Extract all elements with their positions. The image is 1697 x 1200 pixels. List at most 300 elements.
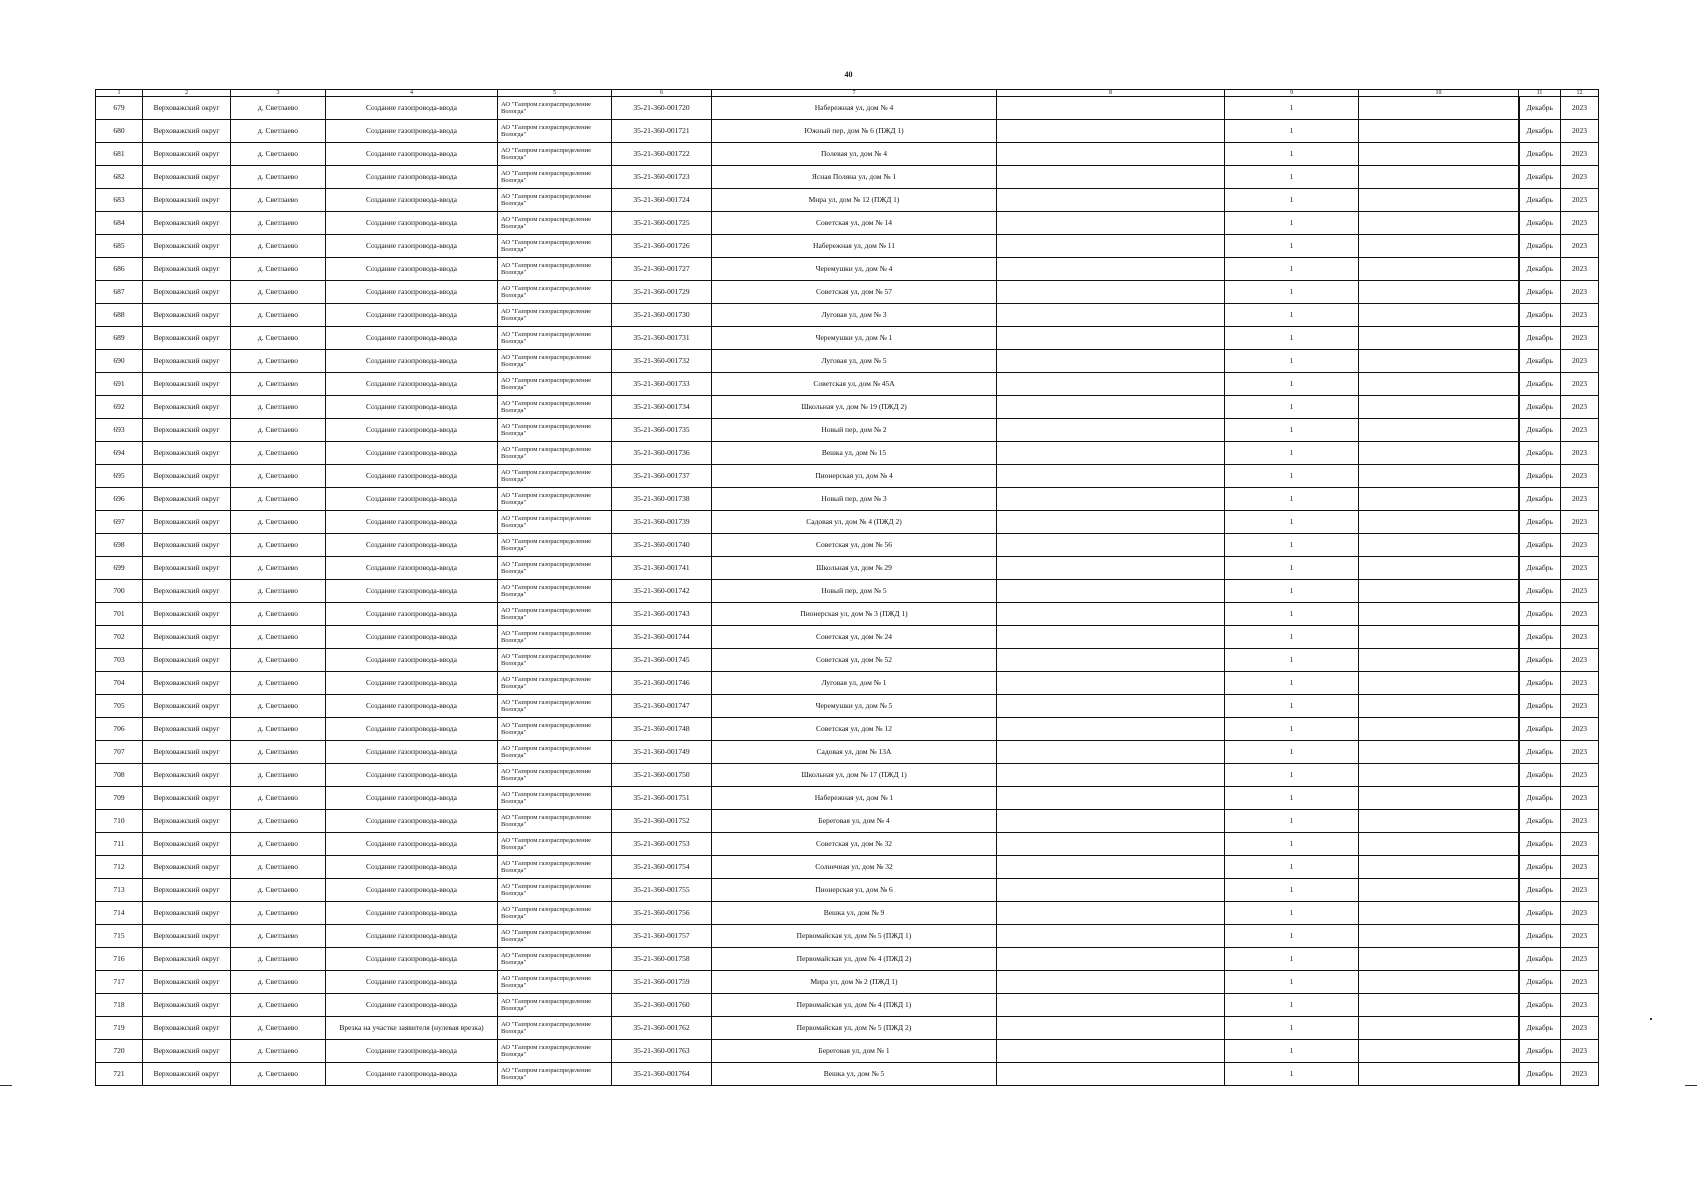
address-cell: Луговая ул, дом № 5 [712,350,997,373]
scan-dot [1650,1018,1652,1020]
district-cell: Верховажский округ [143,189,231,212]
work-cell: Создание газопровода-ввода [326,442,498,465]
district-cell: Верховажский округ [143,764,231,787]
table-row [96,120,1599,143]
col8-cell [997,534,1225,557]
quantity-cell: 1 [1225,764,1359,787]
month-cell: Декабрь [1519,649,1561,672]
year-cell: 2023 [1561,626,1599,649]
row-number: 712 [96,856,143,879]
table-row [96,97,1599,120]
code-cell: 35-21-360-001725 [612,212,712,235]
address-cell: Школьная ул, дом № 17 (ПЖД 1) [712,764,997,787]
col8-cell [997,718,1225,741]
col8-cell [997,626,1225,649]
col8-cell [997,281,1225,304]
district-cell: Верховажский округ [143,350,231,373]
col8-cell [997,419,1225,442]
district-cell: Верховажский округ [143,994,231,1017]
quantity-cell: 1 [1225,327,1359,350]
col10-cell [1359,258,1519,281]
col10-cell [1359,465,1519,488]
operator-cell: АО "Газпром газораспределение Вологда" [498,373,612,396]
col10-cell [1359,235,1519,258]
row-number: 690 [96,350,143,373]
year-cell: 2023 [1561,442,1599,465]
month-cell: Декабрь [1519,879,1561,902]
year-cell: 2023 [1561,350,1599,373]
place-cell: д. Светлаево [231,764,326,787]
district-cell: Верховажский округ [143,925,231,948]
month-cell: Декабрь [1519,833,1561,856]
table-row [96,166,1599,189]
row-number: 685 [96,235,143,258]
col10-cell [1359,442,1519,465]
month-cell: Декабрь [1519,948,1561,971]
operator-cell: АО "Газпром газораспределение Вологда" [498,557,612,580]
table-row [96,1063,1599,1086]
quantity-cell: 1 [1225,143,1359,166]
col8-cell [997,1017,1225,1040]
operator-cell: АО "Газпром газораспределение Вологда" [498,465,612,488]
quantity-cell: 1 [1225,833,1359,856]
work-cell: Создание газопровода-ввода [326,166,498,189]
month-cell: Декабрь [1519,603,1561,626]
year-cell: 2023 [1561,557,1599,580]
table-row [96,465,1599,488]
quantity-cell: 1 [1225,212,1359,235]
district-cell: Верховажский округ [143,442,231,465]
col10-cell [1359,1040,1519,1063]
work-cell: Создание газопровода-ввода [326,327,498,350]
place-cell: д. Светлаево [231,189,326,212]
col8-cell [997,1063,1225,1086]
district-cell: Верховажский округ [143,488,231,511]
month-cell: Декабрь [1519,120,1561,143]
col8-cell [997,695,1225,718]
table-row [96,971,1599,994]
work-cell: Создание газопровода-ввода [326,718,498,741]
quantity-cell: 1 [1225,235,1359,258]
column-number: 9 [1225,90,1359,97]
quantity-cell: 1 [1225,166,1359,189]
year-cell: 2023 [1561,718,1599,741]
page-number: 40 [844,70,853,79]
column-number: 6 [612,90,712,97]
code-cell: 35-21-360-001724 [612,189,712,212]
district-cell: Верховажский округ [143,580,231,603]
table-row [96,787,1599,810]
quantity-cell: 1 [1225,189,1359,212]
address-cell: Новый пер, дом № 3 [712,488,997,511]
code-cell: 35-21-360-001739 [612,511,712,534]
col8-cell [997,212,1225,235]
year-cell: 2023 [1561,97,1599,120]
table-row [96,327,1599,350]
operator-cell: АО "Газпром газораспределение Вологда" [498,649,612,672]
place-cell: д. Светлаево [231,465,326,488]
code-cell: 35-21-360-001752 [612,810,712,833]
month-cell: Декабрь [1519,281,1561,304]
row-number: 694 [96,442,143,465]
row-number: 705 [96,695,143,718]
row-number: 682 [96,166,143,189]
col10-cell [1359,994,1519,1017]
code-cell: 35-21-360-001735 [612,419,712,442]
quantity-cell: 1 [1225,787,1359,810]
month-cell: Декабрь [1519,626,1561,649]
table-row [96,212,1599,235]
address-cell: Пионерская ул, дом № 6 [712,879,997,902]
col10-cell [1359,856,1519,879]
col8-cell [997,511,1225,534]
operator-cell: АО "Газпром газораспределение Вологда" [498,856,612,879]
year-cell: 2023 [1561,764,1599,787]
row-number: 721 [96,1063,143,1086]
district-cell: Верховажский округ [143,304,231,327]
year-cell: 2023 [1561,304,1599,327]
code-cell: 35-21-360-001757 [612,925,712,948]
operator-cell: АО "Газпром газораспределение Вологда" [498,787,612,810]
district-cell: Верховажский округ [143,718,231,741]
work-cell: Создание газопровода-ввода [326,304,498,327]
col10-cell [1359,281,1519,304]
col10-cell [1359,971,1519,994]
row-number: 714 [96,902,143,925]
place-cell: д. Светлаево [231,557,326,580]
quantity-cell: 1 [1225,718,1359,741]
district-cell: Верховажский округ [143,235,231,258]
month-cell: Декабрь [1519,856,1561,879]
col10-cell [1359,511,1519,534]
col10-cell [1359,143,1519,166]
district-cell: Верховажский округ [143,948,231,971]
col10-cell [1359,120,1519,143]
work-cell: Создание газопровода-ввода [326,212,498,235]
column-number: 5 [498,90,612,97]
work-cell: Создание газопровода-ввода [326,258,498,281]
row-number: 698 [96,534,143,557]
month-cell: Декабрь [1519,971,1561,994]
col10-cell [1359,649,1519,672]
table-row [96,1040,1599,1063]
year-cell: 2023 [1561,258,1599,281]
month-cell: Декабрь [1519,373,1561,396]
row-number: 702 [96,626,143,649]
place-cell: д. Светлаево [231,1040,326,1063]
address-cell: Пионерская ул, дом № 3 (ПЖД 1) [712,603,997,626]
column-number: 10 [1359,90,1519,97]
district-cell: Верховажский округ [143,534,231,557]
code-cell: 35-21-360-001720 [612,97,712,120]
operator-cell: АО "Газпром газораспределение Вологда" [498,419,612,442]
address-cell: Набережная ул, дом № 11 [712,235,997,258]
year-cell: 2023 [1561,902,1599,925]
register-table [95,89,1599,1086]
place-cell: д. Светлаево [231,810,326,833]
quantity-cell: 1 [1225,534,1359,557]
address-cell: Советская ул, дом № 24 [712,626,997,649]
row-number: 713 [96,879,143,902]
table-row [96,695,1599,718]
place-cell: д. Светлаево [231,442,326,465]
table-row [96,833,1599,856]
col8-cell [997,442,1225,465]
operator-cell: АО "Газпром газораспределение Вологда" [498,327,612,350]
col8-cell [997,235,1225,258]
address-cell: Первомайская ул, дом № 4 (ПЖД 2) [712,948,997,971]
district-cell: Верховажский округ [143,511,231,534]
district-cell: Верховажский округ [143,672,231,695]
address-cell: Береговая ул, дом № 4 [712,810,997,833]
operator-cell: АО "Газпром газораспределение Вологда" [498,902,612,925]
year-cell: 2023 [1561,465,1599,488]
column-number: 3 [231,90,326,97]
place-cell: д. Светлаево [231,649,326,672]
table-row [96,534,1599,557]
table-row [96,396,1599,419]
quantity-cell: 1 [1225,948,1359,971]
address-cell: Береговая ул, дом № 1 [712,1040,997,1063]
col10-cell [1359,741,1519,764]
year-cell: 2023 [1561,649,1599,672]
place-cell: д. Светлаево [231,741,326,764]
col8-cell [997,948,1225,971]
col10-cell [1359,672,1519,695]
year-cell: 2023 [1561,373,1599,396]
operator-cell: АО "Газпром газораспределение Вологда" [498,258,612,281]
district-cell: Верховажский округ [143,327,231,350]
table-row [96,304,1599,327]
work-cell: Создание газопровода-ввода [326,1040,498,1063]
address-cell: Школьная ул, дом № 29 [712,557,997,580]
work-cell: Создание газопровода-ввода [326,810,498,833]
code-cell: 35-21-360-001723 [612,166,712,189]
col10-cell [1359,764,1519,787]
month-cell: Декабрь [1519,695,1561,718]
code-cell: 35-21-360-001751 [612,787,712,810]
quantity-cell: 1 [1225,258,1359,281]
col8-cell [997,649,1225,672]
table-row [96,649,1599,672]
address-cell: Луговая ул, дом № 1 [712,672,997,695]
address-cell: Первомайская ул, дом № 5 (ПЖД 2) [712,1017,997,1040]
table-row [96,281,1599,304]
quantity-cell: 1 [1225,649,1359,672]
district-cell: Верховажский округ [143,833,231,856]
row-number: 704 [96,672,143,695]
operator-cell: АО "Газпром газораспределение Вологда" [498,925,612,948]
code-cell: 35-21-360-001764 [612,1063,712,1086]
row-number: 696 [96,488,143,511]
col8-cell [997,580,1225,603]
address-cell: Набережная ул, дом № 4 [712,97,997,120]
year-cell: 2023 [1561,143,1599,166]
col10-cell [1359,603,1519,626]
column-number: 2 [143,90,231,97]
col8-cell [997,166,1225,189]
table-row [96,350,1599,373]
col8-cell [997,373,1225,396]
col10-cell [1359,304,1519,327]
row-number: 701 [96,603,143,626]
operator-cell: АО "Газпром газораспределение Вологда" [498,442,612,465]
work-cell: Создание газопровода-ввода [326,97,498,120]
operator-cell: АО "Газпром газораспределение Вологда" [498,741,612,764]
col10-cell [1359,534,1519,557]
col10-cell [1359,833,1519,856]
row-number: 708 [96,764,143,787]
table-row [96,580,1599,603]
district-cell: Верховажский округ [143,603,231,626]
operator-cell: АО "Газпром газораспределение Вологда" [498,718,612,741]
col8-cell [997,603,1225,626]
operator-cell: АО "Газпром газораспределение Вологда" [498,534,612,557]
district-cell: Верховажский округ [143,649,231,672]
column-number: 7 [712,90,997,97]
month-cell: Декабрь [1519,465,1561,488]
col8-cell [997,672,1225,695]
col10-cell [1359,810,1519,833]
address-cell: Вешка ул, дом № 5 [712,1063,997,1086]
column-number: 12 [1561,90,1599,97]
year-cell: 2023 [1561,741,1599,764]
column-number: 1 [96,90,143,97]
code-cell: 35-21-360-001750 [612,764,712,787]
place-cell: д. Светлаево [231,488,326,511]
operator-cell: АО "Газпром газораспределение Вологда" [498,971,612,994]
table-row [96,626,1599,649]
row-number: 683 [96,189,143,212]
month-cell: Декабрь [1519,902,1561,925]
col8-cell [997,350,1225,373]
district-cell: Верховажский округ [143,373,231,396]
work-cell: Создание газопровода-ввода [326,396,498,419]
code-cell: 35-21-360-001742 [612,580,712,603]
col8-cell [997,764,1225,787]
work-cell: Создание газопровода-ввода [326,465,498,488]
work-cell: Создание газопровода-ввода [326,879,498,902]
place-cell: д. Светлаево [231,626,326,649]
district-cell: Верховажский округ [143,212,231,235]
quantity-cell: 1 [1225,902,1359,925]
month-cell: Декабрь [1519,511,1561,534]
place-cell: д. Светлаево [231,994,326,1017]
quantity-cell: 1 [1225,442,1359,465]
place-cell: д. Светлаево [231,1017,326,1040]
year-cell: 2023 [1561,1063,1599,1086]
year-cell: 2023 [1561,971,1599,994]
place-cell: д. Светлаево [231,143,326,166]
operator-cell: АО "Газпром газораспределение Вологда" [498,626,612,649]
col8-cell [997,833,1225,856]
col10-cell [1359,166,1519,189]
row-number: 711 [96,833,143,856]
year-cell: 2023 [1561,488,1599,511]
col8-cell [997,396,1225,419]
row-number: 716 [96,948,143,971]
col8-cell [997,902,1225,925]
place-cell: д. Светлаево [231,534,326,557]
address-cell: Южный пер, дом № 6 (ПЖД 1) [712,120,997,143]
row-number: 687 [96,281,143,304]
year-cell: 2023 [1561,212,1599,235]
code-cell: 35-21-360-001748 [612,718,712,741]
district-cell: Верховажский округ [143,626,231,649]
operator-cell: АО "Газпром газораспределение Вологда" [498,189,612,212]
place-cell: д. Светлаево [231,166,326,189]
table-row [96,902,1599,925]
operator-cell: АО "Газпром газораспределение Вологда" [498,1040,612,1063]
row-number: 720 [96,1040,143,1063]
table-row [96,764,1599,787]
work-cell: Создание газопровода-ввода [326,488,498,511]
row-number: 706 [96,718,143,741]
quantity-cell: 1 [1225,695,1359,718]
address-cell: Черемушки ул, дом № 1 [712,327,997,350]
address-cell: Новый пер, дом № 5 [712,580,997,603]
column-number: 8 [997,90,1225,97]
row-number: 679 [96,97,143,120]
column-number-row [96,90,1599,97]
district-cell: Верховажский округ [143,120,231,143]
operator-cell: АО "Газпром газораспределение Вологда" [498,120,612,143]
code-cell: 35-21-360-001732 [612,350,712,373]
row-number: 707 [96,741,143,764]
code-cell: 35-21-360-001756 [612,902,712,925]
place-cell: д. Светлаево [231,1063,326,1086]
month-cell: Декабрь [1519,810,1561,833]
district-cell: Верховажский округ [143,810,231,833]
table-row [96,994,1599,1017]
work-cell: Создание газопровода-ввода [326,534,498,557]
work-cell: Врезка на участке заявителя (нулевая врезка) [326,1017,498,1040]
district-cell: Верховажский округ [143,971,231,994]
operator-cell: АО "Газпром газораспределение Вологда" [498,304,612,327]
month-cell: Декабрь [1519,442,1561,465]
place-cell: д. Светлаево [231,902,326,925]
work-cell: Создание газопровода-ввода [326,373,498,396]
code-cell: 35-21-360-001726 [612,235,712,258]
col8-cell [997,488,1225,511]
col10-cell [1359,488,1519,511]
address-cell: Новый пер, дом № 2 [712,419,997,442]
place-cell: д. Светлаево [231,603,326,626]
code-cell: 35-21-360-001749 [612,741,712,764]
district-cell: Верховажский округ [143,902,231,925]
district-cell: Верховажский округ [143,741,231,764]
col10-cell [1359,557,1519,580]
quantity-cell: 1 [1225,396,1359,419]
operator-cell: АО "Газпром газораспределение Вологда" [498,281,612,304]
address-cell: Черемушки ул, дом № 4 [712,258,997,281]
table-row [96,925,1599,948]
month-cell: Декабрь [1519,212,1561,235]
table-row [96,741,1599,764]
quantity-cell: 1 [1225,603,1359,626]
col10-cell [1359,902,1519,925]
col10-cell [1359,350,1519,373]
row-number: 688 [96,304,143,327]
row-number: 680 [96,120,143,143]
operator-cell: АО "Газпром газораспределение Вологда" [498,994,612,1017]
quantity-cell: 1 [1225,373,1359,396]
month-cell: Декабрь [1519,1063,1561,1086]
table-row [96,189,1599,212]
year-cell: 2023 [1561,994,1599,1017]
year-cell: 2023 [1561,856,1599,879]
year-cell: 2023 [1561,833,1599,856]
